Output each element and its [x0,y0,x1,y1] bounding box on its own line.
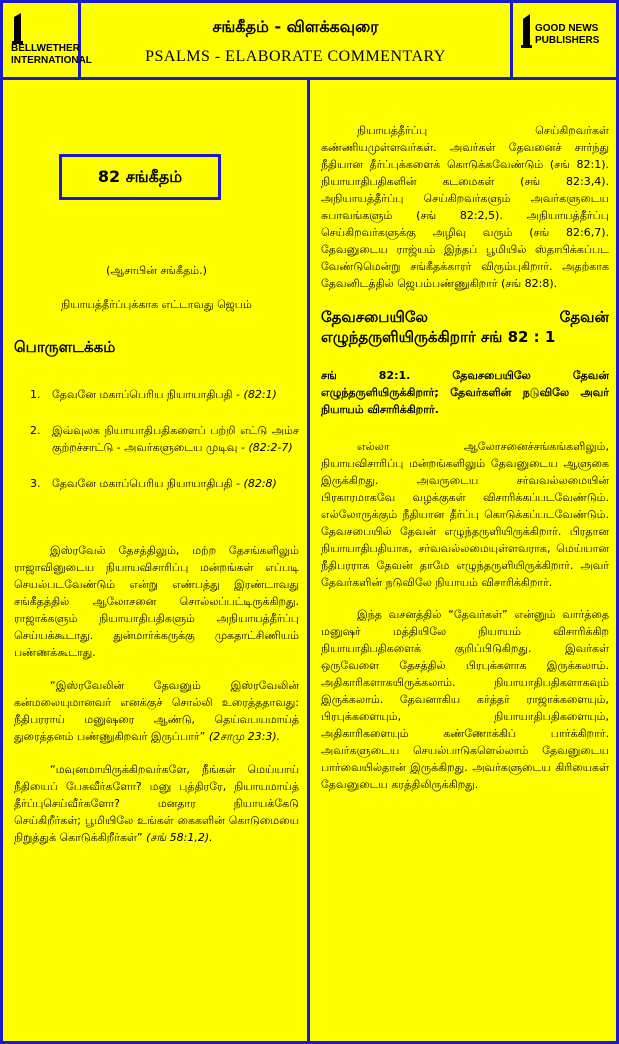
quote-reference: (2சாமு 23:3). [208,730,281,743]
contents-heading: பொருளடக்கம் [14,338,116,356]
toc-label: தேவனே மகாப்பெரிய நியாயாதிபதி - [52,477,241,490]
table-of-contents [30,386,299,511]
quote-paragraph [14,761,299,846]
psalm-description: நியாயத்தீர்ப்புக்காக எட்டாவது ஜெபம் [61,298,252,311]
psalm-title: 82 சங்கீதம் [59,154,221,200]
quote-text: “இஸ்ரவேலின் தேவனும் இஸ்ரவேலின் கன்மலையுமானவர் எனக்குச் சொல்லி உரைத்ததாவது: நீதிபரராய் மனுஷரை ஆண்டு, தெய்வபயமாய்த் துரைத்தனம் பண்ணுகிறவர் இருப்பார்” [14,679,299,743]
paragraph: நியாயத்தீர்ப்பு செய்கிறவர்கள் கண்ணியமுள்ளவர்கள். அவர்கள் தேவனைச் சார்ந்து நீதியான தீர்ப்புக்களைக் கொடுக்கவேண்டும் (சங் 82:1). நியாயாதிபதிகளின் கடமைகள் (சங் 82:3,4). அநியாயத்தீர்ப்பு செய்கிறவர்களும் அவர்களுடைய சுபாவங்களும் (சங் 82:2,5). அநியாயத்தீர்ப்பு செய்கிறவர்களுக்கு அழிவு வரும் (சங் 82:6,7). தேவனுடைய ராஜ்யம் இந்தப் பூமியில் ஸ்தாபிக்கப்பட வேண்டுமென்று சங்கீதக்காரர் விரும்புகிறார். அதற்காக தேவனிடத்தில் ஜெபம்பண்ணுகிறார் (சங் 82:8). [321,124,609,290]
good-news-logo-text: GOOD NEWS PUBLISHERS [535,23,600,46]
paragraph: இஸ்ரவேல் தேசத்திலும், மற்ற தேசங்களிலும் ராஜாவினுடைய நியாயவிசாரிப்பு மன்றங்கள் எப்படி செயல்படவேண்டும் என்று எண்பத்து இரண்டாவது சங்கீதத்தில் ஆலோசனை சொல்லப்பட்டிருக்கிறது. ராஜாக்களும் நியாயாதிபதிகளும் அநியாயத்தீர்ப்பு செய்யக்கூடாது. துன்மார்க்கருக்கு முகதாட்சிணியம் பண்ணக்கூடாது. [14,544,299,659]
toc-number: 1. [30,388,41,401]
verse-text: சங் 82:1. தேவசபையிலே தேவன் எழுந்தருளியிருக்கிறார்; தேவர்களின் நடுவிலே அவர் நியாயம் விசாரிக்கிறார். [321,369,609,416]
header-title-english: PSALMS - ELABORATE COMMENTARY [145,48,446,65]
psalm-subtitle: (ஆசாபின் சங்கீதம்.) [106,264,207,277]
toc-reference: (82:2-7) [248,441,293,454]
good-news-logo [510,3,616,77]
toc-text [52,475,299,492]
toc-item [30,475,299,492]
paragraph: எல்லா ஆலோசனைச்சங்கங்களிலும், நியாயவிசாரிப்பு மன்றங்களிலும் தேவனுடைய ஆளுகை இருக்கிறது. அவருடைய சர்வவல்லமையின் பிரகாரமாகவே வழக்குகள் விசாரிக்கப்படவேண்டும். எல்லோருக்கும் நீதியான தீர்ப்பு கொடுக்கப்படவேண்டும். தேவசபையில் தேவன் எழுந்தருளியிருக்கிறார். பிரதான நியாயாதிபதியாக, சர்வவல்லமையுள்ளவராக, மெய்யான நீதிபரராக தேவன் தாமே எழுந்தருளியிருக்கிறார். அவர் தேவர்களின் நடுவிலே நியாயம் விசாரிக்கிறார். [321,440,609,589]
header-title-tamil: சங்கீதம் - விளக்கவுரை [212,17,379,36]
right-body [321,122,609,808]
toc-text [52,422,299,456]
bellwether-logo [3,3,92,77]
toc-label: இவ்வுலக நியாயாதிபதிகளைப் பற்றி எட்டு அம்ச குற்றச்சாட்டு - அவர்களுடைய முடிவு - [52,424,299,454]
page-header [0,0,619,80]
column-divider [307,80,310,1044]
toc-reference: (82:8) [243,477,277,490]
toc-item [30,422,299,456]
toc-text [52,386,299,403]
toc-number: 3. [30,477,41,490]
header-titles [81,3,510,77]
right-column [321,80,609,1040]
toc-label: தேவனே மகாப்பெரிய நியாயாதிபதி - [52,388,241,401]
toc-reference: (82:1) [243,388,277,401]
bellwether-logo-text: BELLWETHER INTERNATIONAL [11,43,92,66]
left-body [14,542,299,862]
quote-reference: (சங் 58:1,2). [146,831,213,844]
toc-item [30,386,299,403]
quote-paragraph [14,677,299,745]
left-column [14,80,299,1040]
toc-number: 2. [30,424,41,437]
paragraph: இந்த வசனத்தில் “தேவர்கள்” என்னும் வார்த்தை மனுஷர் மத்தியிலே நியாயம் விசாரிக்கிற நியாயாதிபதிகளைக் குறிப்பிடுகிறது. இவர்கள் ஒருவேளை தேசத்தில் பிரபுக்களாக இருக்கலாம். அதிகாரிகளாகயிருக்கலாம். நியாயாதிபதிகளாகவும் இருக்கலாம். தேவனாகிய கர்த்தர் ராஜாக்களையும், பிரபுக்களையும், நியாயாதிபதிகளையும், அதிகாரிகளையும் கண்ணோக்கிப் பார்க்கிறார். அவர்களுடைய செயல்பாடுகளெல்லாம் தேவனுடைய பார்வையில்தான் இருக்கிறது. அவர்களுடைய கிரியைகள் தேவனுடைய கரத்திலிருக்கிறது. [321,608,609,791]
quote-text: “மவுனமாயிருக்கிறவர்களே, நீங்கள் மெய்யாய் நீதியைப் பேசுவீர்களோ? மனு புத்திரரே, நியாயமாய்த் தீர்ப்புசெய்வீர்களோ? மனதார நியாயக்கேடு செய்கிறீர்கள்; பூமியிலே உங்கள் கைகளின் கொடுமையை நிறுத்துக் கொடுக்கிறீர்கள்” [14,763,299,844]
section-heading: தேவசபையிலே தேவன் எழுந்தருளியிருக்கிறார் சங் 82 : 1 [321,308,609,346]
